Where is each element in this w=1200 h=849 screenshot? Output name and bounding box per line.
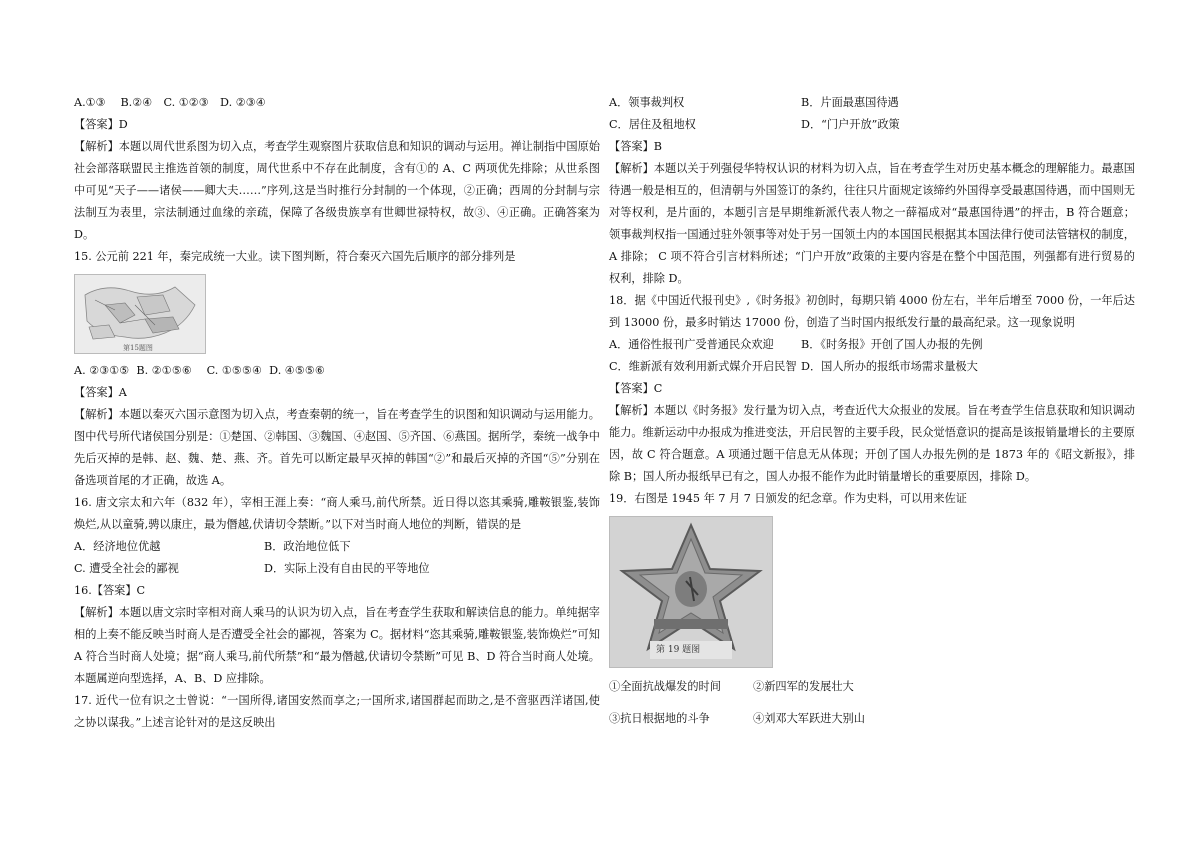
q15-answer: 【答案】A — [74, 386, 127, 399]
q18-option-a: A．通俗性报刊广受普通民众欢迎 — [609, 338, 774, 351]
q14-answer: 【答案】D — [74, 118, 128, 131]
map-icon — [75, 275, 205, 353]
left-column — [74, 92, 600, 734]
q18-options-row-1 — [609, 334, 1135, 356]
q17-options-row-1 — [609, 92, 1135, 114]
q19-option-1: ①全面抗战爆发的时间 — [609, 680, 721, 693]
right-column — [609, 92, 1135, 730]
q19-medal-figure — [609, 516, 773, 668]
q19-figure-caption: 第 19 题图 — [656, 645, 701, 655]
q16-options-row-1 — [74, 536, 600, 558]
q15-stem: 15. 公元前 221 年，秦完成统一大业。读下图判断，符合秦灭六国先后顺序的部分排列是 — [74, 250, 516, 263]
q17-analysis: 【解析】本题以关于列强侵华特权认识的材料为切入点，旨在考查学生对历史基本概念的理解能力。最惠国待遇一般是相互的，但清朝与外国签订的条约，往往只片面规定该缔约外国得享受最惠国待遇，而中国则无对等权利，是片面的，本题引言是早期维新派代表人物之一薛福成对“最惠国待遇”的抨击，B 符合题意；领事裁判权指一国通过驻外领事等对处于另一国领土内的本国国民根据其本国法律行使司法管辖权的制度，A 排除； C 项不符合引言材料所述；“门户开放”政策的主要内容是在整个中国范围，列强都有进行贸易的权利，排除 D。 — [609, 162, 1135, 285]
q16-option-b: B．政治地位低下 — [264, 540, 351, 553]
q16-answer: 16.【答案】C — [74, 584, 146, 597]
q15-map-figure — [74, 274, 206, 354]
q18-options-row-2 — [609, 356, 1135, 378]
q18-option-c: C．维新派有效利用新式媒介开启民智 — [609, 360, 797, 373]
q16-analysis: 【解析】本题以唐文宗时宰相对商人乘马的认识为切入点，旨在考查学生获取和解读信息的能力。单纯据宰相的上奏不能反映当时商人是否遭受全社会的鄙视，答案为 C。据材料“恣其乘骑,雕鞍银鉴,装饰焕烂”可知 A 符合当时商人处境；据“商人乘马,前代所禁”和“最为僭越,伏请切令禁断”可见 B、D 符合当时商人处境。本题属逆向型选择，A、B、D 应排除。 — [74, 606, 600, 685]
q19-options-row-2 — [609, 708, 1135, 730]
q17-options-row-2 — [609, 114, 1135, 136]
q19-option-3: ③抗日根据地的斗争 — [609, 712, 710, 725]
q14-analysis: 【解析】本题以周代世系图为切入点，考查学生观察图片获取信息和知识的调动与运用。禅让制指中国原始社会部落联盟民主推选首领的制度，周代世系中不存在此制度，含有①的 A、C 两项优先排除；从世系图中可见“天子——诸侯——卿大夫……”序列,这是当时推行分封制的一个体现，②正确；西周的分封制与宗法制互为表里，宗法制通过血缘的亲疏，保障了各级贵族享有世卿世禄特权，故③、④正确。正确答案为 D。 — [74, 140, 600, 241]
q19-option-2: ②新四军的发展壮大 — [753, 680, 854, 693]
q17-option-c: C．居住及租地权 — [609, 118, 696, 131]
q17-option-a: A．领事裁判权 — [609, 96, 685, 109]
q17-stem: 17. 近代一位有识之士曾说：“一国所得,诸国安然而享之;一国所求,诸国群起而助之,是不啻驱西洋诸国,使之协以谋我。”上述言论针对的是这反映出 — [74, 694, 600, 729]
q18-option-d: D．国人所办的报纸市场需求量极大 — [801, 360, 978, 373]
q16-options-row-2 — [74, 558, 600, 580]
q19-stem: 19．右图是 1945 年 7 月 7 日颁发的纪念章。作为史料，可以用来佐证 — [609, 492, 967, 505]
q18-stem: 18．据《中国近代报刊史》,《时务报》初创时，每期只销 4000 份左右，半年后增至 7000 份，一年后达到 13000 份，最多时销达 17000 份，创造了当时国内报纸发行量的最高纪录。这一现象说明 — [609, 294, 1135, 329]
q14-options: A.①③ B.②④ C. ①②③ D. ②③④ — [74, 96, 266, 109]
q19-options-row-1 — [609, 676, 1135, 698]
q18-option-b: B．《时务报》开创了国人办报的先例 — [801, 338, 983, 351]
q15-figure-caption: 第15题图 — [123, 344, 153, 352]
q18-answer: 【答案】C — [609, 382, 663, 395]
q16-option-d: D．实际上没有自由民的平等地位 — [264, 562, 430, 575]
q15-options: A. ②③①⑤ B. ②①⑤⑥ C. ①⑤⑤④ D. ④⑤⑤⑥ — [74, 364, 325, 377]
q16-option-c: C. 遭受全社会的鄙视 — [74, 562, 179, 575]
q16-option-a: A．经济地位优越 — [74, 540, 161, 553]
q19-option-4: ④刘邓大军跃进大别山 — [753, 712, 865, 725]
q17-answer: 【答案】B — [609, 140, 662, 153]
q15-analysis: 【解析】本题以秦灭六国示意图为切入点，考查秦朝的统一，旨在考查学生的识图和知识调动与运用能力。图中代号所代诸侯国分别是：①楚国、②韩国、③魏国、④赵国、⑤齐国、⑥燕国。据所学，秦统一战争中先后灭掉的是韩、赵、魏、楚、燕、齐。首先可以断定最早灭掉的韩国“②”和最后灭掉的齐国“⑤”分别在备选项首尾的才正确，故选 A。 — [74, 408, 600, 487]
q18-analysis: 【解析】本题以《时务报》发行量为切入点，考查近代大众报业的发展。旨在考查学生信息获取和知识调动能力。维新运动中办报成为推进变法，开启民智的主要手段，民众觉悟意识的提高是该报销量增长的主要原因，故 C 符合题意。A 项通过题干信息无从体现；开创了国人办报先例的是 1873 年的《昭文新报》，排除 B；国人所办报纸早已有之，国人办报不能作为此时销量增长的重要原因，排除 D。 — [609, 404, 1135, 483]
q17-option-d: D．“门户开放”政策 — [801, 118, 900, 131]
q16-stem: 16. 唐文宗太和六年（832 年），宰相王涯上奏：“商人乘马,前代所禁。近日得以恣其乘骑,雕鞍银鉴,装饰焕烂,从以童骑,骋以康庄，最为僭越,伏请切令禁断。”以下对当时商人地位的判断，错误的是 — [74, 496, 600, 531]
q17-option-b: B．片面最惠国待遇 — [801, 96, 899, 109]
